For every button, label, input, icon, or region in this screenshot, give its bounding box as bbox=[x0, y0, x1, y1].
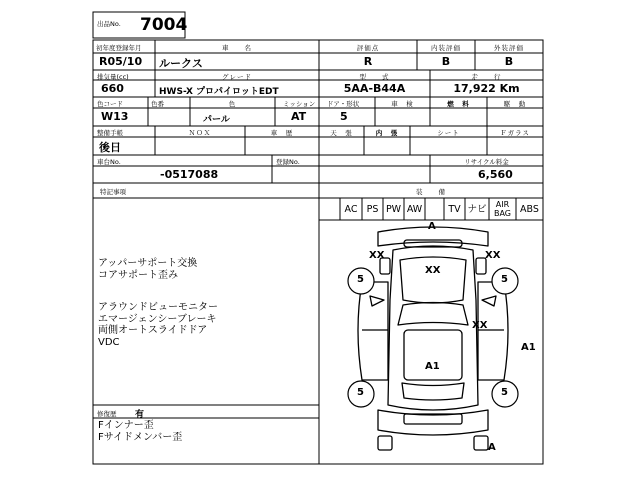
seat-label: シート bbox=[437, 129, 460, 137]
roof-outline bbox=[404, 330, 462, 380]
int-grade-label: 内装評価 bbox=[431, 44, 461, 52]
remark-line: 両側オートスライドドア bbox=[98, 325, 208, 336]
color-value: パール bbox=[203, 115, 230, 125]
equip-pw: PW bbox=[385, 204, 402, 215]
equip-ac: AC bbox=[344, 204, 358, 215]
damage-mark-tire-fr: 5 bbox=[501, 274, 508, 285]
model-code-value: 5AA-B44A bbox=[343, 82, 406, 95]
chassis-value: -0517088 bbox=[160, 168, 219, 181]
first-reg-label: 初年度登録年月 bbox=[96, 44, 142, 52]
model-name-label: 車 名 bbox=[222, 44, 252, 52]
repair-note: Fサイドメンバー歪 bbox=[98, 431, 183, 443]
repair-note: Fインナー歪 bbox=[98, 420, 154, 431]
damage-mark-rear: A bbox=[488, 442, 496, 453]
interior-label: 内 張 bbox=[375, 129, 399, 137]
doors-label: ドア・形状 bbox=[327, 100, 360, 108]
grade-label: グレード bbox=[222, 73, 252, 81]
displacement-value: 660 bbox=[101, 82, 124, 95]
inspection-label: 車 検 bbox=[391, 100, 414, 108]
rear-window-outline bbox=[402, 383, 464, 400]
equip-aw: AW bbox=[406, 204, 423, 215]
windshield-outline bbox=[398, 303, 468, 326]
model-name-value: ルークス bbox=[159, 57, 203, 70]
damage-mark-front-left: XX bbox=[369, 250, 385, 261]
remark-line: VDC bbox=[98, 336, 120, 348]
displacement-label: 排気量(cc) bbox=[97, 73, 129, 81]
repair-history-label: 修復歴 bbox=[97, 410, 117, 418]
doors-value: 5 bbox=[340, 110, 348, 123]
fglass-label: Ｆガラス bbox=[500, 129, 530, 137]
sunroof-label: 天 張 bbox=[330, 129, 353, 137]
damage-mark-hood: XX bbox=[425, 265, 441, 276]
damage-mark-front: A bbox=[428, 221, 436, 232]
damage-mark-roof: A1 bbox=[425, 361, 440, 372]
first-reg-value: R05/10 bbox=[99, 55, 143, 68]
score-label: 評価点 bbox=[356, 44, 380, 52]
chassis-label: 車台No. bbox=[97, 158, 121, 166]
equip-blank bbox=[425, 200, 444, 220]
lot-number: 7004 bbox=[140, 15, 188, 35]
hood-outline bbox=[400, 257, 466, 303]
fuel-label: 燃 料 bbox=[447, 100, 470, 108]
remark-line: コアサポート歪み bbox=[98, 269, 178, 281]
equipment-label: 装 備 bbox=[416, 188, 446, 196]
mission-label: ミッション bbox=[283, 100, 316, 108]
equip-navi: ナビ bbox=[467, 204, 487, 215]
repair-history-value: 有 bbox=[135, 410, 145, 420]
ext-grade-label: 外装評価 bbox=[494, 44, 524, 52]
color-code-label: 色コード bbox=[97, 100, 123, 108]
lot-label: 出品No. bbox=[97, 20, 121, 28]
equip-airbag: AIR BAG bbox=[493, 200, 512, 218]
maintenance-value: 後日 bbox=[99, 141, 121, 154]
remarks-label: 特記事項 bbox=[100, 188, 126, 196]
int-grade-value: B bbox=[441, 55, 451, 68]
damage-mark-right-edge: A1 bbox=[521, 342, 536, 353]
remark-line: アラウンドビューモニター bbox=[98, 302, 218, 313]
grade-value: HWS-X プロパイロットEDT bbox=[159, 87, 279, 97]
history-label: 車 歴 bbox=[270, 129, 294, 137]
damage-mark-tire-rr: 5 bbox=[501, 387, 508, 398]
equip-abs: ABS bbox=[520, 204, 539, 215]
mileage-label: 走 行 bbox=[471, 73, 502, 81]
mission-value: AT bbox=[291, 110, 307, 123]
recycle-value: 6,560 bbox=[478, 168, 513, 181]
reg-no-label: 登録No. bbox=[276, 158, 300, 166]
equip-tv: TV bbox=[448, 204, 461, 215]
color-label: 色 bbox=[228, 100, 237, 108]
remark-line: アッパーサポート交換 bbox=[98, 258, 198, 269]
ext-grade-value: B bbox=[504, 55, 514, 68]
mileage-value: 17,922 Km bbox=[453, 82, 520, 95]
maintenance-label: 整備手帳 bbox=[97, 129, 123, 137]
color-code-value: W13 bbox=[101, 110, 129, 123]
model-code-label: 型 式 bbox=[359, 73, 390, 81]
recycle-label: リサイクル料金 bbox=[464, 158, 509, 166]
damage-mark-front-right: XX bbox=[485, 250, 501, 261]
drive-label: 駆 動 bbox=[503, 100, 527, 108]
equip-ps: PS bbox=[366, 204, 379, 215]
damage-mark-tire-fl: 5 bbox=[357, 274, 364, 285]
remark-line: エマージェンシーブレーキ bbox=[98, 313, 217, 325]
nox-label: ＮＯＸ bbox=[188, 129, 212, 137]
color-no-label: 色番 bbox=[151, 100, 164, 108]
damage-mark-right-side: XX bbox=[472, 320, 488, 331]
score-value: R bbox=[363, 55, 373, 68]
damage-mark-tire-rl: 5 bbox=[357, 387, 364, 398]
